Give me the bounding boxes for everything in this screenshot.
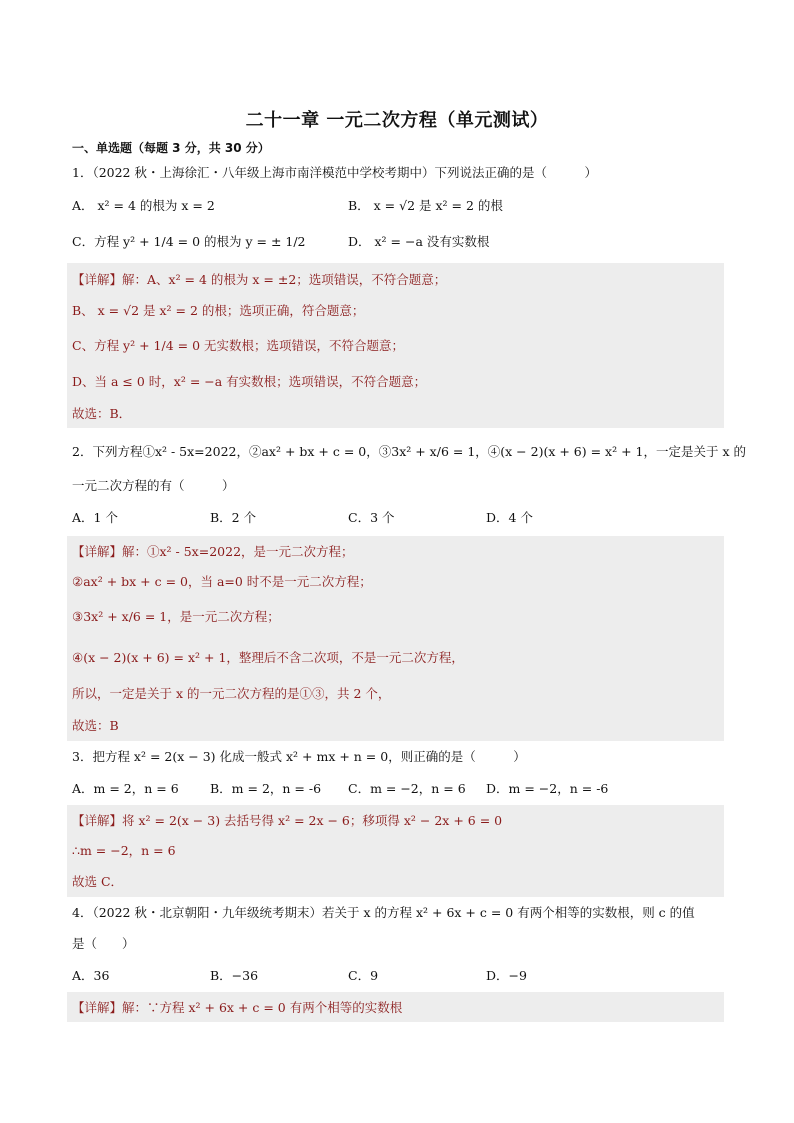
q3-solution-line-2: ∴m = −2，n = 6	[67, 835, 724, 865]
q1-solution-line-1: 【详解】解：A、x² = 4 的根为 x = ±2；选项错误，不符合题意；	[67, 263, 724, 294]
q2-stem-line-1: 2．下列方程①x² - 5x=2022，②ax² + bx + c = 0，③3x² + x/6 = 1，④(x − 2)(x + 6) = x² + 1，一定是关于 x 的	[72, 444, 746, 459]
q1-option-d: D． x² = −a 没有实数根	[348, 234, 490, 249]
q1-solution-line-2: B、 x = √2 是 x² = 2 的根；选项正确，符合题意；	[67, 294, 724, 326]
page-title: 二十一章 一元二次方程（单元测试）	[245, 110, 549, 131]
q1-option-a: A． x² = 4 的根为 x = 2	[72, 198, 215, 213]
q2-option-a: A．1 个	[72, 510, 118, 525]
q1-stem: 1．（2022 秋・上海徐汇・八年级上海市南洋模范中学校考期中）下列说法正确的是（ ）	[72, 165, 597, 180]
q4-option-d: D．−9	[486, 968, 527, 983]
q2-stem-line-2: 一元二次方程的有（ ）	[72, 478, 235, 493]
q2-option-b: B．2 个	[210, 510, 257, 525]
q4-option-c: C．9	[348, 968, 379, 983]
q1-option-b: B． x = √2 是 x² = 2 的根	[348, 198, 503, 213]
q3-option-b: B．m = 2，n = -6	[210, 781, 322, 796]
q2-option-c: C．3 个	[348, 510, 395, 525]
q4-solution-line-1: 【详解】解：∵方程 x² + 6x + c = 0 有两个相等的实数根	[67, 992, 724, 1022]
q1-option-c: C．方程 y² + 1/4 = 0 的根为 y = ± 1/2	[72, 234, 306, 249]
q1-solution-line-5: 故选：B．	[67, 398, 724, 428]
q4-stem-line-2: 是（ ）	[72, 936, 135, 951]
q3-solution-line-3: 故选 C．	[67, 865, 724, 897]
q2-solution-line-1: 【详解】解：①x² - 5x=2022，是一元二次方程；	[67, 536, 724, 566]
q1-solution-line-4: D、当 a ≤ 0 时，x² = −a 有实数根；选项错误，不符合题意；	[67, 364, 724, 398]
q3-option-c: C．m = −2，n = 6	[348, 781, 466, 796]
q3-option-d: D．m = −2，n = -6	[486, 781, 609, 796]
q3-option-a: A．m = 2，n = 6	[72, 781, 179, 796]
q2-solution-line-3: ③3x² + x/6 = 1，是一元二次方程；	[67, 596, 724, 636]
q4-stem-line-1: 4．（2022 秋・北京朝阳・九年级统考期末）若关于 x 的方程 x² + 6x + c = 0 有两个相等的实数根，则 c 的值	[72, 905, 695, 920]
q3-solution-line-1: 【详解】将 x² = 2(x − 3) 去括号得 x² = 2x − 6；移项得 x² − 2x + 6 = 0	[67, 805, 724, 835]
q1-solution-line-3: C、方程 y² + 1/4 = 0 无实数根；选项错误，不符合题意；	[67, 326, 724, 364]
q2-solution-line-5: 所以，一定是关于 x 的一元二次方程的是①③，共 2 个，	[67, 677, 724, 709]
q3-stem: 3．把方程 x² = 2(x − 3) 化成一般式 x² + mx + n = 0，则正确的是（ ）	[72, 749, 526, 764]
q4-option-b: B．−36	[210, 968, 259, 983]
q2-option-d: D．4 个	[486, 510, 533, 525]
section-heading: 一、单选题（每题 3 分，共 30 分）	[72, 141, 270, 155]
q2-solution-line-2: ②ax² + bx + c = 0，当 a=0 时不是一元二次方程；	[67, 566, 724, 596]
q2-solution-line-6: 故选：B	[67, 709, 724, 741]
q4-option-a: A．36	[72, 968, 110, 983]
q2-solution-line-4: ④(x − 2)(x + 6) = x² + 1，整理后不含二次项，不是一元二次方程，	[67, 636, 724, 677]
